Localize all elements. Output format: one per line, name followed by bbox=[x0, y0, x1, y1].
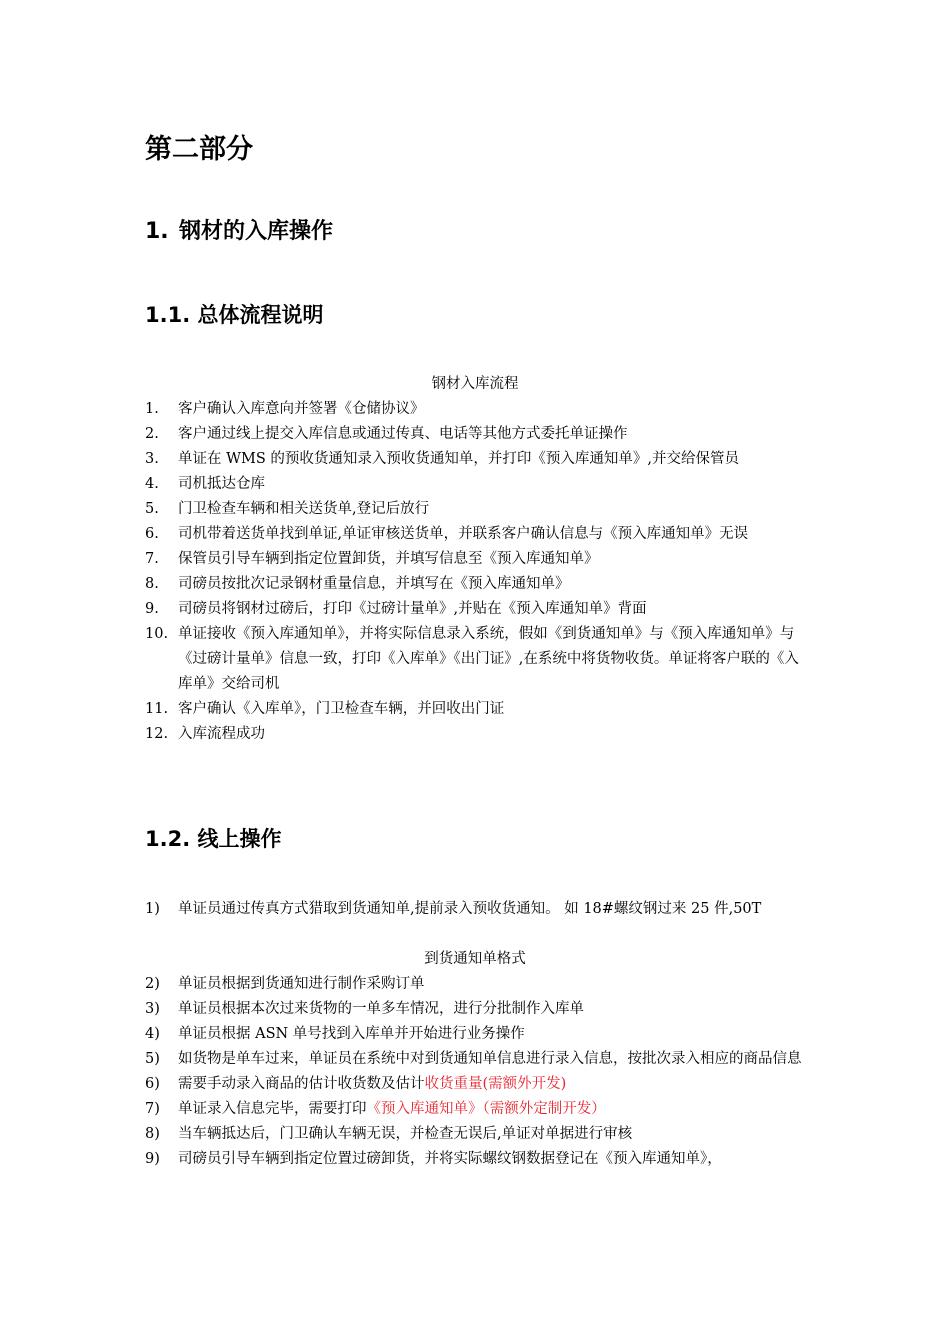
list-item: 1) 单证员通过传真方式猎取到货通知单,提前录入预收货通知。 如 18#螺纹钢过来 25 件,50T bbox=[145, 901, 762, 917]
flow-caption: 钢材入库流程 bbox=[431, 376, 519, 392]
list-item: 7) 单证录入信息完毕，需要打印《预入库通知单》（需额外定制开发） bbox=[145, 1101, 606, 1117]
list-item: 10. 单证接收《预入库通知单》，并将实际信息录入系统，假如《到货通知单》与《预入库通知单》与《过磅计量单》信息一致，打印《入库单》《出门证》,在系统中将货物收货。单证将客户联的《入库单》交给司机 bbox=[145, 626, 799, 692]
list-item: 9. 司磅员将钢材过磅后，打印《过磅计量单》,并贴在《预入库通知单》背面 bbox=[145, 601, 647, 617]
highlight-text: 《预入库通知单》（需额外定制开发） bbox=[366, 1101, 606, 1117]
section-title: 钢材的入库操作 bbox=[179, 219, 334, 244]
online-steps-list bbox=[145, 972, 810, 1172]
list-item: 5) 如货物是单车过来，单证员在系统中对到货通知单信息进行录入信息，按批次录入相应的商品信息 bbox=[145, 1051, 802, 1067]
list-item: 12. 入库流程成功 bbox=[145, 726, 265, 742]
section-heading-1 bbox=[145, 214, 333, 250]
list-item: 2. 客户通过线上提交入库信息或通过传真、电话等其他方式委托单证操作 bbox=[145, 426, 628, 442]
list-item: 7. 保管员引导车辆到指定位置卸货，并填写信息至《预入库通知单》 bbox=[145, 551, 599, 567]
list-item: 9) 司磅员引导车辆到指定位置过磅卸货，并将实际螺纹钢数据登记在《预入库通知单》， bbox=[145, 1151, 722, 1167]
list-item: 8. 司磅员按批次记录钢材重量信息，并填写在《预入库通知单》 bbox=[145, 576, 570, 592]
online-step-1 bbox=[145, 897, 810, 922]
part-title: 第二部分 bbox=[145, 134, 253, 165]
list-item: 3) 单证员根据本次过来货物的一单多车情况，进行分批制作入库单 bbox=[145, 1001, 584, 1017]
list-item: 4. 司机抵达仓库 bbox=[145, 476, 265, 492]
list-item: 3. 单证在 WMS 的预收货通知录入预收货通知单，并打印《预入库通知单》,并交给保管员 bbox=[145, 451, 740, 467]
list-item: 11. 客户确认《入库单》，门卫检查车辆，并回收出门证 bbox=[145, 701, 505, 717]
section-number: 1. bbox=[145, 219, 169, 244]
list-item: 5. 门卫检查车辆和相关送货单,登记后放行 bbox=[145, 501, 430, 517]
arrival-notice-caption: 到货通知单格式 bbox=[424, 951, 526, 967]
list-item: 8) 当车辆抵达后，门卫确认车辆无误，并检查无误后,单证对单据进行审核 bbox=[145, 1126, 633, 1142]
list-item: 6. 司机带着送货单找到单证,单证审核送货单，并联系客户确认信息与《预入库通知单》无误 bbox=[145, 526, 749, 542]
list-item: 6) 需要手动录入商品的估计收货数及估计收货重量(需额外开发) bbox=[145, 1076, 567, 1092]
section-heading-1-1: 1.1. 总体流程说明 bbox=[145, 303, 324, 327]
list-item: 4) 单证员根据 ASN 单号找到入库单并开始进行业务操作 bbox=[145, 1026, 525, 1042]
list-item: 1. 客户确认入库意向并签署《仓储协议》 bbox=[145, 401, 425, 417]
section-heading-1-2: 1.2. 线上操作 bbox=[145, 827, 282, 851]
list-item: 2) 单证员根据到货通知进行制作采购订单 bbox=[145, 976, 425, 992]
flow-steps-list bbox=[145, 397, 810, 747]
highlight-text: 收货重量(需额外开发) bbox=[424, 1076, 567, 1092]
